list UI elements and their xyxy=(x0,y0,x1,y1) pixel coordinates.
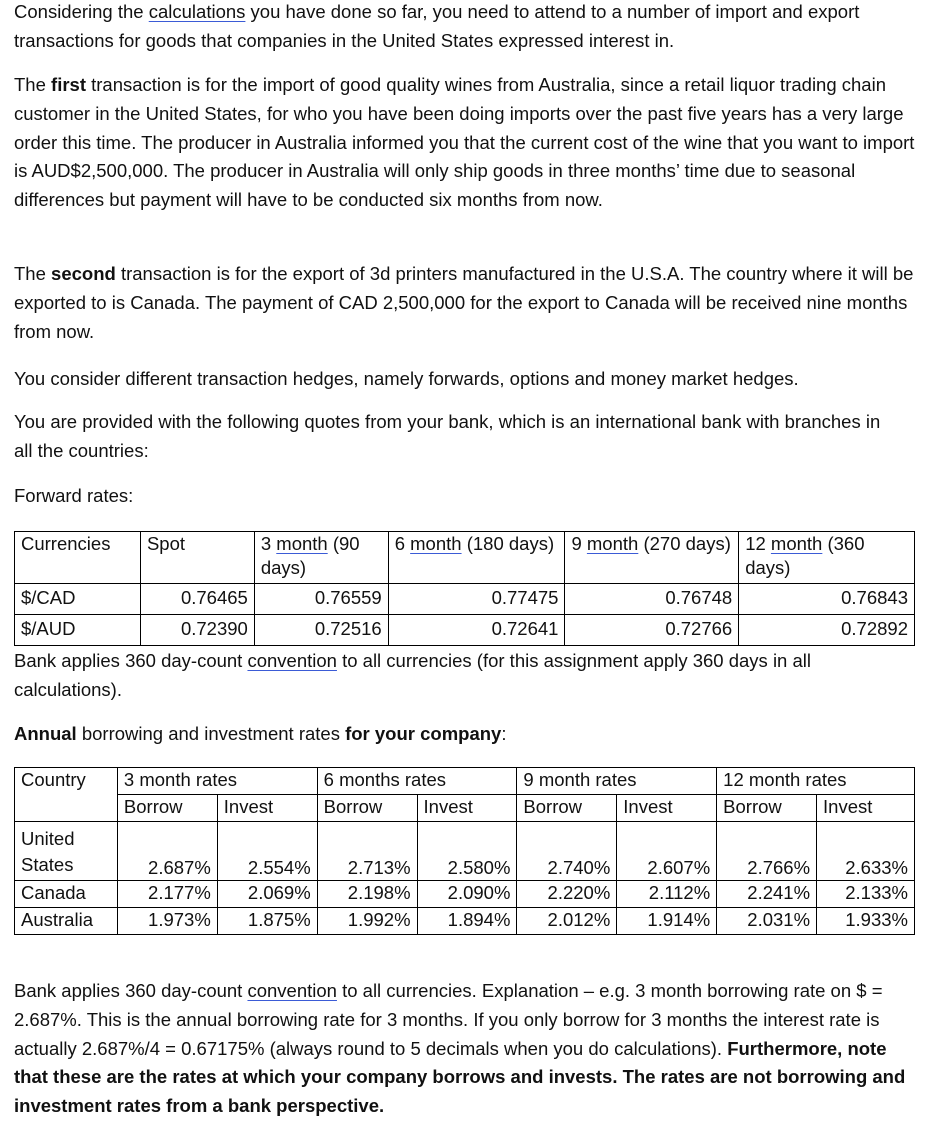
rate-cell: 2.713% xyxy=(317,822,417,881)
m12-cell: 0.76843 xyxy=(739,584,915,615)
second-transaction-paragraph xyxy=(14,260,919,346)
header-6-month xyxy=(388,532,565,584)
second-bold: second xyxy=(51,263,116,284)
convention2-link: convention xyxy=(247,980,337,1001)
convention2-bold: Furthermore, note that these are the rates at which your company borrows and invests. The rates are not borrowing and investment rates from a bank perspective. xyxy=(14,1037,906,1117)
convention-paragraph-2 xyxy=(14,977,924,1121)
rate-cell: 2.177% xyxy=(117,881,217,908)
rate-cell: 1.933% xyxy=(817,908,915,935)
rate-cell: 2.687% xyxy=(117,822,217,881)
forward-rates-table xyxy=(14,531,915,646)
header-invest: Invest xyxy=(417,795,517,822)
header-borrow: Borrow xyxy=(317,795,417,822)
intro-text-end: you have done so far, you need to attend to a number of import and export transactions for goods that companies in the United States expressed interest in. xyxy=(14,1,860,51)
header-12-month xyxy=(739,532,915,584)
h3-pre: 3 xyxy=(260,533,277,554)
rate-cell: 1.973% xyxy=(117,908,217,935)
annual-colon: : xyxy=(501,723,507,744)
m3-cell: 0.76559 xyxy=(254,584,388,615)
convention1-text: Bank applies 360 day-count xyxy=(14,650,248,671)
rate-cell: 1.875% xyxy=(217,908,317,935)
header-currencies: Currencies xyxy=(15,532,141,584)
annual-bold-company: for your company xyxy=(345,723,502,744)
header-9-month xyxy=(565,532,739,584)
intro-paragraph xyxy=(14,0,919,56)
h3-post: (90 days) xyxy=(260,533,360,578)
currency-cell: $/AUD xyxy=(15,615,141,646)
header-9-month-rates: 9 month rates xyxy=(517,768,717,795)
rate-cell: 2.012% xyxy=(517,908,617,935)
m3-cell: 0.72516 xyxy=(254,615,388,646)
convention1-text-end: to all currencies (for this assignment apply 360 days in all calculations). xyxy=(14,650,811,700)
rates-header-row-2 xyxy=(15,795,915,822)
rate-cell: 2.607% xyxy=(617,822,717,881)
m9-cell: 0.76748 xyxy=(565,584,739,615)
header-invest: Invest xyxy=(217,795,317,822)
second-text-end: transaction is for the export of 3d printers manufactured in the U.S.A. The country where it will be exported to is Canada. The payment of CAD 2,500,000 for the export to Canada will be received nine months from now. xyxy=(14,263,914,342)
h6-link: month xyxy=(410,533,462,554)
rate-cell: 1.914% xyxy=(617,908,717,935)
currency-cell: $/CAD xyxy=(15,584,141,615)
header-6-months-rates: 6 months rates xyxy=(317,768,517,795)
quotes-paragraph: You are provided with the following quotes from your bank, which is an international bank with branches in all the countries: xyxy=(14,411,881,461)
country-cell: Canada xyxy=(15,881,118,908)
rate-cell: 1.894% xyxy=(417,908,517,935)
rates-row-us xyxy=(15,822,915,881)
rate-cell: 2.241% xyxy=(717,881,817,908)
header-country-blank xyxy=(15,795,118,822)
forward-rates-title: Forward rates: xyxy=(14,485,134,506)
header-spot: Spot xyxy=(140,532,254,584)
header-borrow: Borrow xyxy=(517,795,617,822)
rate-cell: 2.198% xyxy=(317,881,417,908)
m9-cell: 0.72766 xyxy=(565,615,739,646)
header-borrow: Borrow xyxy=(117,795,217,822)
m12-cell: 0.72892 xyxy=(739,615,915,646)
header-invest: Invest xyxy=(617,795,717,822)
header-12-month-rates: 12 month rates xyxy=(717,768,915,795)
header-country: Country xyxy=(15,768,118,795)
country-cell: Australia xyxy=(15,908,118,935)
rate-cell: 2.031% xyxy=(717,908,817,935)
forward-row-aud xyxy=(15,615,915,646)
h12-link: month xyxy=(770,533,823,554)
header-3-month xyxy=(254,532,388,584)
rate-cell: 2.069% xyxy=(217,881,317,908)
intro-text: Considering the xyxy=(14,1,149,22)
h12-post: (360 days) xyxy=(745,533,865,578)
annual-rates-table xyxy=(14,767,915,935)
rates-header-row-1 xyxy=(15,768,915,795)
country-line-1: United xyxy=(21,828,75,849)
intro-link: calculations xyxy=(148,1,246,22)
forward-row-cad xyxy=(15,584,915,615)
annual-text: borrowing and investment rates xyxy=(76,723,346,744)
rates-row-australia xyxy=(15,908,915,935)
rate-cell: 2.766% xyxy=(717,822,817,881)
rate-cell: 2.633% xyxy=(817,822,915,881)
h9-pre: 9 xyxy=(571,533,587,554)
forward-header-row xyxy=(15,532,915,584)
first-bold: first xyxy=(51,74,86,95)
country-cell xyxy=(15,822,118,881)
h6-post: (180 days) xyxy=(461,533,555,554)
m6-cell: 0.72641 xyxy=(388,615,565,646)
convention1-link: convention xyxy=(247,650,337,671)
hedges-paragraph: You consider different transaction hedges, namely forwards, options and money market hedges. xyxy=(14,368,799,389)
h9-post: (270 days) xyxy=(638,533,731,554)
annual-rates-title xyxy=(14,720,506,749)
h12-pre: 12 xyxy=(745,533,771,554)
first-text: The xyxy=(14,74,52,95)
convention2-text: Bank applies 360 day-count xyxy=(14,980,248,1001)
spot-cell: 0.76465 xyxy=(140,584,254,615)
annual-bold: Annual xyxy=(14,723,77,744)
rate-cell: 1.992% xyxy=(317,908,417,935)
convention2-text-end: to all currencies. Explanation – e.g. 3 month borrowing rate on $ = 2.687%. This is the annual borrowing rate for 3 months. If you only borrow for 3 months the interest rate is actually 2.687%/4 = 0.67175% (always round to 5 decimals when you do calculations). xyxy=(14,980,883,1059)
rates-row-canada xyxy=(15,881,915,908)
rate-cell: 2.220% xyxy=(517,881,617,908)
m6-cell: 0.77475 xyxy=(388,584,565,615)
spot-cell: 0.72390 xyxy=(140,615,254,646)
header-3-month-rates: 3 month rates xyxy=(117,768,317,795)
rate-cell: 2.133% xyxy=(817,881,915,908)
rate-cell: 2.112% xyxy=(617,881,717,908)
h3-link: month xyxy=(276,533,328,554)
first-text-end: transaction is for the import of good quality wines from Australia, since a retail liquor trading chain customer in the United States, for who you have been doing imports over the past five years has a very large order this time. The producer in Australia informed you that the current cost of the wine that you want to import is AUD$2,500,000. The producer in Australia will only ship goods in three months’ time due to seasonal differences but payment will have to be conducted six months from now. xyxy=(14,74,915,211)
rate-cell: 2.740% xyxy=(517,822,617,881)
convention-paragraph-1 xyxy=(14,647,919,705)
rate-cell: 2.090% xyxy=(417,881,517,908)
header-invest: Invest xyxy=(817,795,915,822)
first-transaction-paragraph xyxy=(14,71,924,215)
h6-pre: 6 xyxy=(394,533,411,554)
second-text: The xyxy=(14,263,52,284)
rate-cell: 2.580% xyxy=(417,822,517,881)
header-borrow: Borrow xyxy=(717,795,817,822)
rate-cell: 2.554% xyxy=(217,822,317,881)
country-line-2: States xyxy=(21,854,74,875)
h9-link: month xyxy=(586,533,639,554)
